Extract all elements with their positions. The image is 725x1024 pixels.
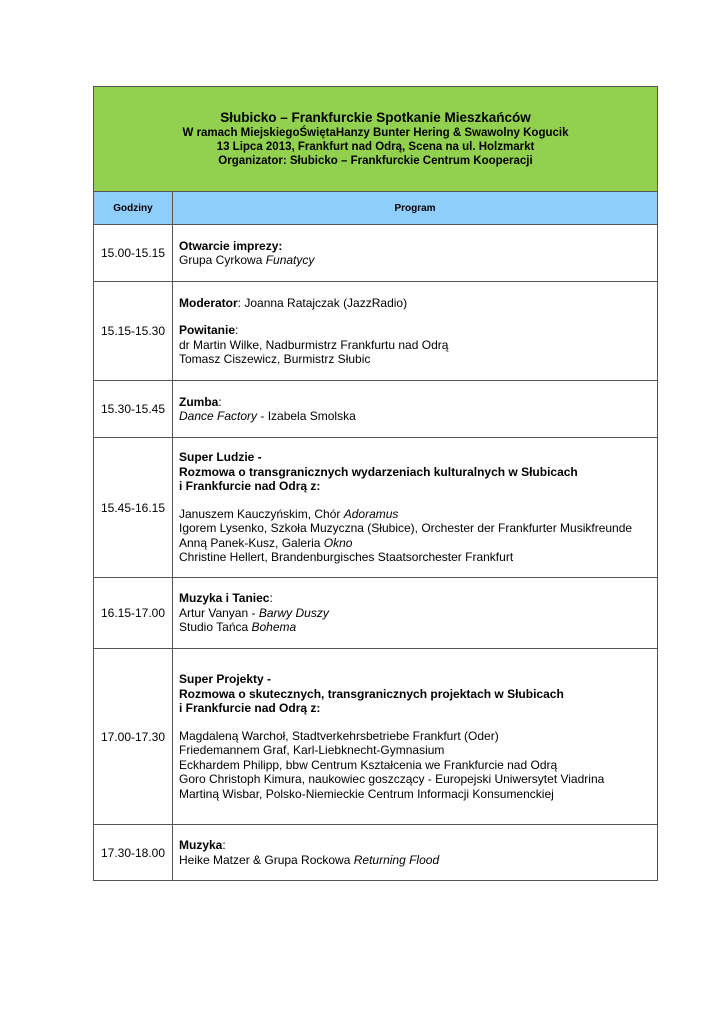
program-text: Heike Matzer & Grupa Rockowa xyxy=(179,852,354,867)
program-italic-text: Barwy Duszy xyxy=(258,605,329,620)
program-heading: Moderator xyxy=(179,295,238,310)
table-row xyxy=(94,825,658,881)
table-row xyxy=(94,381,658,438)
program-heading: Muzyka i Taniec xyxy=(179,591,270,606)
column-header-hours: Godziny xyxy=(94,192,173,225)
program-italic-text: Returning Flood xyxy=(353,852,440,867)
table-row xyxy=(94,649,658,825)
column-header-row xyxy=(94,192,658,225)
program-heading: Super Projekty - xyxy=(179,672,272,686)
program-text: : xyxy=(269,591,273,606)
program-cell xyxy=(173,438,658,578)
time-cell: 17.30-18.00 xyxy=(94,825,173,881)
program-heading: Zumba xyxy=(179,394,219,409)
program-text: Grupa Cyrkowa xyxy=(179,253,266,267)
program-line xyxy=(179,591,657,606)
program-text: : xyxy=(222,838,226,852)
event-organizer: Organizator: Słubicko – Frankfurckie Centrum Kooperacji xyxy=(218,155,533,167)
program-heading: Muzyka xyxy=(179,838,223,852)
program-text: Artur Vanyan - xyxy=(179,605,259,620)
program-text: : Joanna Ratajczak (JazzRadio) xyxy=(237,295,408,310)
program-line xyxy=(179,395,657,410)
table-row xyxy=(94,282,658,381)
program-line xyxy=(179,536,657,551)
program-cell xyxy=(173,282,658,381)
program-italic-text: Funatycy xyxy=(265,253,315,267)
program-line: Friedemannem Graf, Karl-Liebknecht-Gymnasium xyxy=(179,743,445,757)
program-italic-text: Dance Factory xyxy=(179,409,258,423)
program-line: Goro Christoph Kimura, naukowiec goszczący - Europejski Uniwersytet Viadrina xyxy=(179,772,605,786)
table-row xyxy=(94,225,658,282)
event-subtitle: W ramach MiejskiegoŚwiętaHanzy Bunter Hering & Swawolny Kogucik xyxy=(182,127,569,139)
program-line xyxy=(179,409,657,424)
program-heading: Powitanie xyxy=(179,323,236,337)
program-cell xyxy=(173,381,658,438)
program-text: Januszem Kauczyńskim, Chór xyxy=(179,506,344,521)
program-cell xyxy=(173,825,658,881)
program-table xyxy=(93,86,658,881)
program-italic-text: Adoramus xyxy=(343,506,399,521)
header-row xyxy=(94,87,658,192)
program-text: : xyxy=(218,394,222,409)
program-cell xyxy=(173,225,658,282)
table-row xyxy=(94,578,658,649)
program-heading: Rozmowa o skutecznych, transgranicznych projektach w Słubicach xyxy=(179,686,564,701)
program-line xyxy=(179,507,657,522)
program-cell xyxy=(173,649,658,825)
program-line: Martiną Wisbar, Polsko-Niemieckie Centrum Informacji Konsumenckiej xyxy=(179,786,554,801)
table-row xyxy=(94,438,658,578)
program-line xyxy=(179,606,657,621)
time-cell: 15.45-16.15 xyxy=(94,438,173,578)
program-line: dr Martin Wilke, Nadburmistrz Frankfurtu nad Odrą xyxy=(179,337,449,352)
time-cell: 17.00-17.30 xyxy=(94,649,173,825)
program-line xyxy=(179,838,657,853)
program-line xyxy=(179,620,657,635)
event-title: Słubicko – Frankfurckie Spotkanie Mieszkańców xyxy=(220,110,531,125)
program-text: Anną Panek-Kusz, Galeria xyxy=(179,535,324,550)
program-heading: i Frankfurcie nad Odrą z: xyxy=(179,479,321,494)
program-line: Magdaleną Warchoł, Stadtverkehrsbetriebe Frankfurt (Oder) xyxy=(179,728,499,743)
column-header-program: Program xyxy=(173,192,658,225)
program-line: Christine Hellert, Brandenburgisches Staatsorchester Frankfurt xyxy=(179,550,514,565)
time-cell: 16.15-17.00 xyxy=(94,578,173,649)
program-heading: Rozmowa o transgranicznych wydarzeniach kulturalnych w Słubicach xyxy=(179,464,578,479)
program-line xyxy=(179,323,657,338)
time-cell: 15.15-15.30 xyxy=(94,282,173,381)
time-cell: 15.00-15.15 xyxy=(94,225,173,282)
program-italic-text: Bohema xyxy=(251,620,297,635)
header-banner xyxy=(94,87,658,192)
event-date-place: 13 Lipca 2013, Frankfurt nad Odrą, Scena na ul. Holzmarkt xyxy=(216,141,535,153)
program-heading: i Frankfurcie nad Odrą z: xyxy=(179,701,321,715)
time-cell: 15.30-15.45 xyxy=(94,381,173,438)
program-text: Studio Tańca xyxy=(179,620,252,635)
program-text: : xyxy=(235,323,239,337)
program-line xyxy=(179,853,657,868)
program-line xyxy=(179,253,657,268)
program-line xyxy=(179,296,657,311)
program-line: Tomasz Ciszewicz, Burmistrz Słubic xyxy=(179,352,371,366)
program-heading: Otwarcie imprezy: xyxy=(179,238,283,253)
program-text: - Izabela Smolska xyxy=(257,409,356,423)
program-cell xyxy=(173,578,658,649)
program-italic-text: Okno xyxy=(323,535,353,550)
program-heading: Super Ludzie - xyxy=(179,450,262,465)
program-line: Igorem Lysenko, Szkoła Muzyczna (Słubice), Orchester der Frankfurter Musikfreunde xyxy=(179,521,633,536)
program-line: Eckhardem Philipp, bbw Centrum Kształcenia we Frankfurcie nad Odrą xyxy=(179,757,558,772)
